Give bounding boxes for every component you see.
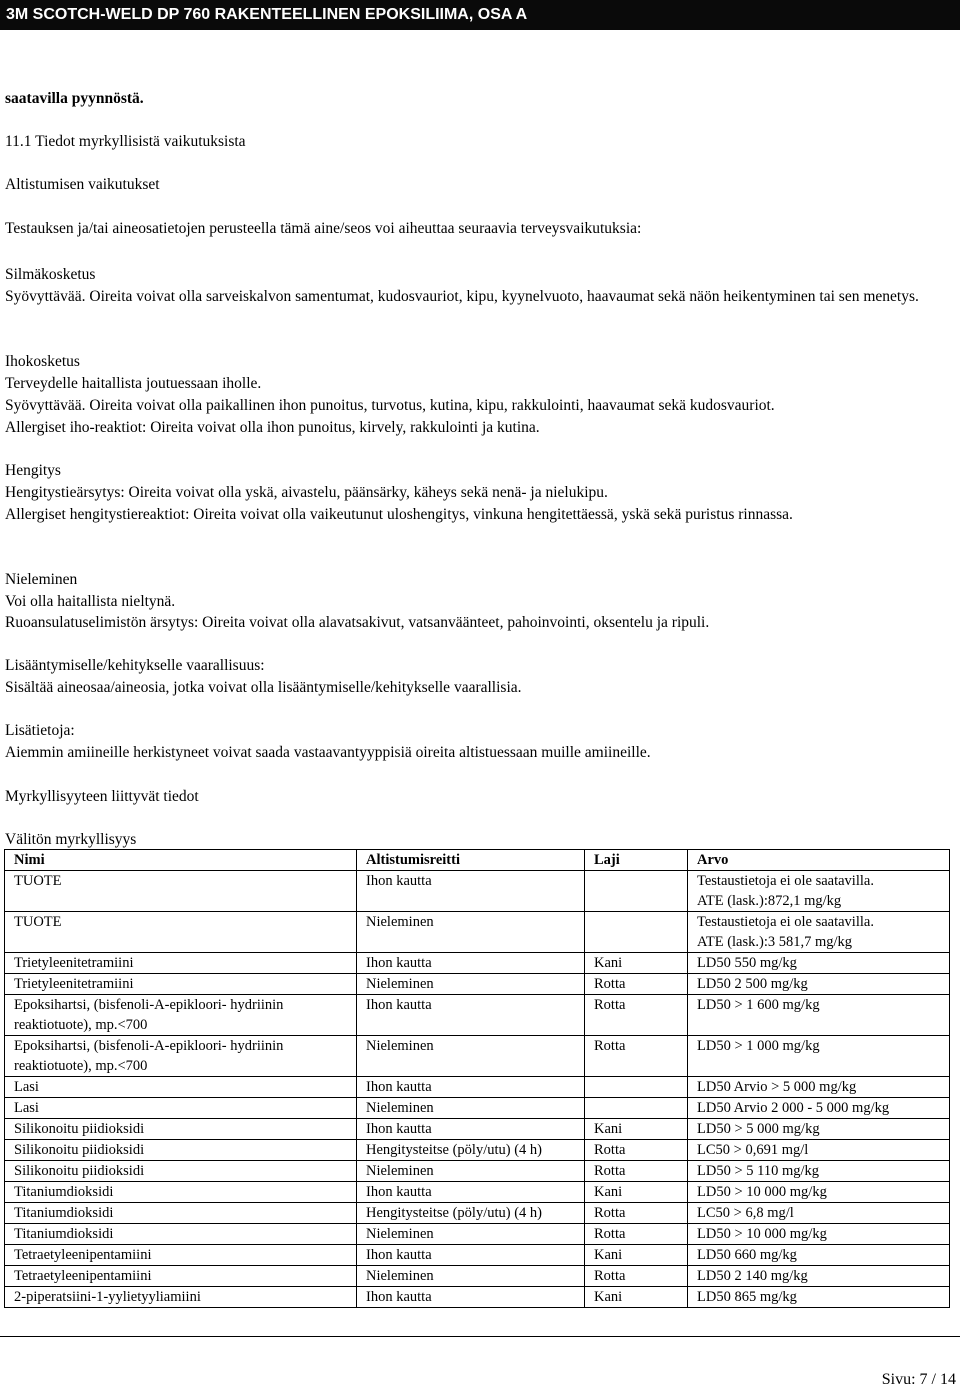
table-header-row bbox=[5, 850, 950, 871]
species-cell bbox=[585, 912, 688, 953]
species-cell-text: Kani bbox=[594, 1247, 623, 1263]
species-cell bbox=[585, 995, 688, 1036]
value-cell bbox=[688, 1119, 950, 1140]
name-cell bbox=[5, 953, 357, 974]
name-cell-text: Epoksihartsi, (bisfenoli-A-epikloori- hydriinin bbox=[14, 1038, 284, 1054]
species-cell bbox=[585, 1182, 688, 1203]
name-cell bbox=[5, 871, 357, 912]
species-cell-text: Rotta bbox=[594, 1142, 626, 1158]
route-cell bbox=[357, 912, 585, 953]
skin-line-1: Terveydelle haitallista joutuessaan iholle. bbox=[5, 375, 262, 392]
route-cell-text: Ihon kautta bbox=[366, 955, 432, 971]
top-note: saatavilla pyynnöstä. bbox=[5, 90, 144, 107]
name-cell-text: Tetraetyleenipentamiini bbox=[14, 1247, 152, 1263]
value-cell bbox=[688, 974, 950, 995]
route-cell-text: Nieleminen bbox=[366, 976, 434, 992]
value-cell bbox=[688, 871, 950, 912]
route-cell-text: Ihon kautta bbox=[366, 1121, 432, 1137]
value-cell-text: LD50 660 mg/kg bbox=[697, 1247, 797, 1263]
name-cell-text: Titaniumdioksidi bbox=[14, 1184, 114, 1200]
route-cell bbox=[357, 1161, 585, 1182]
route-cell bbox=[357, 1287, 585, 1308]
species-cell bbox=[585, 1203, 688, 1224]
table-row bbox=[5, 1036, 950, 1077]
name-cell-text: reaktiotuote), mp.<700 bbox=[14, 1058, 148, 1074]
column-header-name: Nimi bbox=[5, 850, 357, 871]
reproductive-text: Sisältää aineosaa/aineosia, jotka voivat olla lisääntymiselle/kehitykselle vaarallisia. bbox=[5, 679, 522, 696]
name-cell-text: Silikonoitu piidioksidi bbox=[14, 1163, 145, 1179]
table-row bbox=[5, 953, 950, 974]
value-cell bbox=[688, 1203, 950, 1224]
name-cell-text: Titaniumdioksidi bbox=[14, 1226, 114, 1242]
column-header-value: Arvo bbox=[688, 850, 950, 871]
value-cell-text: LD50 Arvio > 5 000 mg/kg bbox=[697, 1079, 857, 1095]
species-cell bbox=[585, 1266, 688, 1287]
ingestion-line-2: Ruoansulatuselimistön ärsytys: Oireita voivat olla alavatsakivut, vatsanväänteet, pahoinvointi, oksentelu ja ripuli. bbox=[5, 614, 710, 631]
species-cell-text: Kani bbox=[594, 955, 623, 971]
document-title: 3M SCOTCH-WELD DP 760 RAKENTEELLINEN EPOKSILIIMA, OSA A bbox=[6, 6, 528, 23]
acute-toxicity-heading: Välitön myrkyllisyys bbox=[5, 831, 137, 848]
name-cell-text: Silikonoitu piidioksidi bbox=[14, 1121, 145, 1137]
value-cell bbox=[688, 1098, 950, 1119]
name-cell-text: Trietyleenitetramiini bbox=[14, 955, 134, 971]
name-cell bbox=[5, 1266, 357, 1287]
name-cell bbox=[5, 1036, 357, 1077]
species-cell bbox=[585, 1098, 688, 1119]
name-cell-text: Lasi bbox=[14, 1079, 39, 1095]
value-cell-text: LD50 > 1 000 mg/kg bbox=[697, 1038, 820, 1054]
name-cell bbox=[5, 974, 357, 995]
species-cell bbox=[585, 1140, 688, 1161]
species-cell bbox=[585, 1245, 688, 1266]
value-cell bbox=[688, 953, 950, 974]
route-cell-text: Nieleminen bbox=[366, 1268, 434, 1284]
species-cell bbox=[585, 1161, 688, 1182]
skin-line-2: Syövyttävää. Oireita voivat olla paikallinen ihon punoitus, turvotus, kutina, kipu, rakkulointi, haavaumat sekä kudosvauriot. bbox=[5, 397, 775, 414]
value-cell-text: Testaustietoja ei ole saatavilla. bbox=[697, 873, 874, 889]
route-cell bbox=[357, 1203, 585, 1224]
route-cell-text: Ihon kautta bbox=[366, 997, 432, 1013]
species-cell-text: Kani bbox=[594, 1289, 623, 1305]
table-row bbox=[5, 995, 950, 1036]
route-cell-text: Ihon kautta bbox=[366, 1184, 432, 1200]
table-row bbox=[5, 1245, 950, 1266]
additional-heading: Lisätietoja: bbox=[5, 722, 75, 739]
value-cell bbox=[688, 1266, 950, 1287]
route-cell-text: Nieleminen bbox=[366, 1226, 434, 1242]
name-cell bbox=[5, 1287, 357, 1308]
acute-toxicity-table bbox=[4, 849, 950, 1308]
species-cell-text: Rotta bbox=[594, 1205, 626, 1221]
name-cell bbox=[5, 1098, 357, 1119]
value-cell-text: LD50 2 140 mg/kg bbox=[697, 1268, 808, 1284]
skin-heading: Ihokosketus bbox=[5, 353, 80, 370]
toxicity-heading: Myrkyllisyyteen liittyvät tiedot bbox=[5, 788, 199, 805]
route-cell bbox=[357, 871, 585, 912]
route-cell-text: Ihon kautta bbox=[366, 873, 432, 889]
route-cell bbox=[357, 953, 585, 974]
inhalation-heading: Hengitys bbox=[5, 462, 61, 479]
document-header bbox=[0, 0, 960, 30]
value-cell bbox=[688, 1140, 950, 1161]
route-cell bbox=[357, 1077, 585, 1098]
species-cell bbox=[585, 1224, 688, 1245]
value-cell bbox=[688, 1287, 950, 1308]
table-row bbox=[5, 1098, 950, 1119]
table-row bbox=[5, 1203, 950, 1224]
name-cell-text: Lasi bbox=[14, 1100, 39, 1116]
species-cell bbox=[585, 974, 688, 995]
skin-line-3: Allergiset iho-reaktiot: Oireita voivat olla ihon punoitus, kirvely, rakkulointi ja kutina. bbox=[5, 419, 540, 436]
value-cell-text: LD50 > 10 000 mg/kg bbox=[697, 1184, 827, 1200]
value-cell bbox=[688, 995, 950, 1036]
value-cell-text: ATE (lask.):3 581,7 mg/kg bbox=[697, 934, 853, 950]
table-row bbox=[5, 1182, 950, 1203]
species-cell bbox=[585, 1077, 688, 1098]
route-cell-text: Nieleminen bbox=[366, 1163, 434, 1179]
species-cell-text: Rotta bbox=[594, 1038, 626, 1054]
value-cell bbox=[688, 1036, 950, 1077]
route-cell bbox=[357, 1245, 585, 1266]
value-cell-text: LC50 > 0,691 mg/l bbox=[697, 1142, 809, 1158]
name-cell bbox=[5, 912, 357, 953]
table-row bbox=[5, 871, 950, 912]
value-cell-text: LD50 > 10 000 mg/kg bbox=[697, 1226, 827, 1242]
name-cell bbox=[5, 1245, 357, 1266]
value-cell bbox=[688, 912, 950, 953]
value-cell-text: LD50 Arvio 2 000 - 5 000 mg/kg bbox=[697, 1100, 890, 1116]
table-row bbox=[5, 1266, 950, 1287]
value-cell bbox=[688, 1245, 950, 1266]
inhalation-line-2: Allergiset hengitystiereaktiot: Oireita voivat olla vaikeutunut uloshengitys, vinkuna hengitettäessä, yskä sekä puristus rinnassa. bbox=[5, 506, 793, 523]
value-cell bbox=[688, 1182, 950, 1203]
name-cell-text: Trietyleenitetramiini bbox=[14, 976, 134, 992]
value-cell bbox=[688, 1161, 950, 1182]
reproductive-heading: Lisääntymiselle/kehitykselle vaarallisuus: bbox=[5, 657, 265, 674]
name-cell-text: Silikonoitu piidioksidi bbox=[14, 1142, 145, 1158]
species-cell-text: Rotta bbox=[594, 976, 626, 992]
route-cell-text: Ihon kautta bbox=[366, 1289, 432, 1305]
name-cell-text: 2-piperatsiini-1-yylietyyliamiini bbox=[14, 1289, 201, 1305]
route-cell-text: Hengitysteitse (pöly/utu) (4 h) bbox=[366, 1205, 542, 1221]
route-cell bbox=[357, 995, 585, 1036]
value-cell bbox=[688, 1224, 950, 1245]
value-cell-text: ATE (lask.):872,1 mg/kg bbox=[697, 893, 842, 909]
name-cell bbox=[5, 1161, 357, 1182]
intro-text: Testauksen ja/tai aineosatietojen perusteella tämä aine/seos voi aiheuttaa seuraavia terveysvaikutuksia: bbox=[5, 220, 642, 237]
table-row bbox=[5, 1140, 950, 1161]
name-cell bbox=[5, 1077, 357, 1098]
name-cell bbox=[5, 995, 357, 1036]
eye-heading: Silmäkosketus bbox=[5, 266, 96, 283]
species-cell-text: Rotta bbox=[594, 1226, 626, 1242]
value-cell-text: LD50 550 mg/kg bbox=[697, 955, 797, 971]
route-cell bbox=[357, 1266, 585, 1287]
route-cell-text: Nieleminen bbox=[366, 1100, 434, 1116]
route-cell-text: Ihon kautta bbox=[366, 1079, 432, 1095]
route-cell bbox=[357, 1182, 585, 1203]
name-cell-text: Titaniumdioksidi bbox=[14, 1205, 114, 1221]
footer-divider bbox=[0, 1336, 960, 1337]
name-cell-text: TUOTE bbox=[14, 914, 62, 930]
species-cell-text: Rotta bbox=[594, 1163, 626, 1179]
species-cell-text: Kani bbox=[594, 1184, 623, 1200]
species-cell bbox=[585, 1287, 688, 1308]
route-cell bbox=[357, 1119, 585, 1140]
additional-text: Aiemmin amiineille herkistyneet voivat saada vastaavantyyppisiä oireita altistuessaan muille amiineille. bbox=[5, 744, 651, 761]
value-cell-text: Testaustietoja ei ole saatavilla. bbox=[697, 914, 874, 930]
route-cell-text: Nieleminen bbox=[366, 914, 434, 930]
name-cell-text: Epoksihartsi, (bisfenoli-A-epikloori- hydriinin bbox=[14, 997, 284, 1013]
species-cell-text: Rotta bbox=[594, 1268, 626, 1284]
route-cell bbox=[357, 1036, 585, 1077]
name-cell-text: reaktiotuote), mp.<700 bbox=[14, 1017, 148, 1033]
name-cell bbox=[5, 1203, 357, 1224]
value-cell-text: LD50 865 mg/kg bbox=[697, 1289, 797, 1305]
value-cell-text: LD50 > 5 000 mg/kg bbox=[697, 1121, 820, 1137]
ingestion-heading: Nieleminen bbox=[5, 571, 78, 588]
column-header-species: Laji bbox=[585, 850, 688, 871]
table-row bbox=[5, 1224, 950, 1245]
route-cell bbox=[357, 1098, 585, 1119]
exposure-heading: Altistumisen vaikutukset bbox=[5, 176, 160, 193]
value-cell-text: LD50 2 500 mg/kg bbox=[697, 976, 808, 992]
route-cell bbox=[357, 1140, 585, 1161]
species-cell-text: Kani bbox=[594, 1121, 623, 1137]
route-cell-text: Nieleminen bbox=[366, 1038, 434, 1054]
inhalation-line-1: Hengitystieärsytys: Oireita voivat olla yskä, aivastelu, päänsärky, käheys sekä nenä- ja nielukipu. bbox=[5, 484, 608, 501]
route-cell bbox=[357, 974, 585, 995]
name-cell bbox=[5, 1119, 357, 1140]
species-cell bbox=[585, 1036, 688, 1077]
ingestion-line-1: Voi olla haitallista nieltynä. bbox=[5, 593, 176, 610]
table-row bbox=[5, 1077, 950, 1098]
value-cell-text: LC50 > 6,8 mg/l bbox=[697, 1205, 794, 1221]
page-number: Sivu: 7 / 14 bbox=[881, 1371, 956, 1388]
table-row bbox=[5, 1287, 950, 1308]
table-row bbox=[5, 912, 950, 953]
name-cell-text: Tetraetyleenipentamiini bbox=[14, 1268, 152, 1284]
table-row bbox=[5, 974, 950, 995]
name-cell bbox=[5, 1140, 357, 1161]
route-cell-text: Hengitysteitse (pöly/utu) (4 h) bbox=[366, 1142, 542, 1158]
column-header-route: Altistumisreitti bbox=[357, 850, 585, 871]
value-cell-text: LD50 > 5 110 mg/kg bbox=[697, 1163, 820, 1179]
species-cell bbox=[585, 871, 688, 912]
name-cell bbox=[5, 1182, 357, 1203]
name-cell bbox=[5, 1224, 357, 1245]
value-cell-text: LD50 > 1 600 mg/kg bbox=[697, 997, 820, 1013]
route-cell-text: Ihon kautta bbox=[366, 1247, 432, 1263]
species-cell bbox=[585, 953, 688, 974]
name-cell-text: TUOTE bbox=[14, 873, 62, 889]
route-cell bbox=[357, 1224, 585, 1245]
species-cell bbox=[585, 1119, 688, 1140]
table-row bbox=[5, 1161, 950, 1182]
section-heading: 11.1 Tiedot myrkyllisistä vaikutuksista bbox=[5, 133, 246, 150]
species-cell-text: Rotta bbox=[594, 997, 626, 1013]
eye-text: Syövyttävää. Oireita voivat olla sarveiskalvon samentumat, kudosvauriot, kipu, kyynelvuoto, haavaumat sekä näön heikentyminen tai sen menetys. bbox=[5, 288, 919, 305]
table-row bbox=[5, 1119, 950, 1140]
value-cell bbox=[688, 1077, 950, 1098]
